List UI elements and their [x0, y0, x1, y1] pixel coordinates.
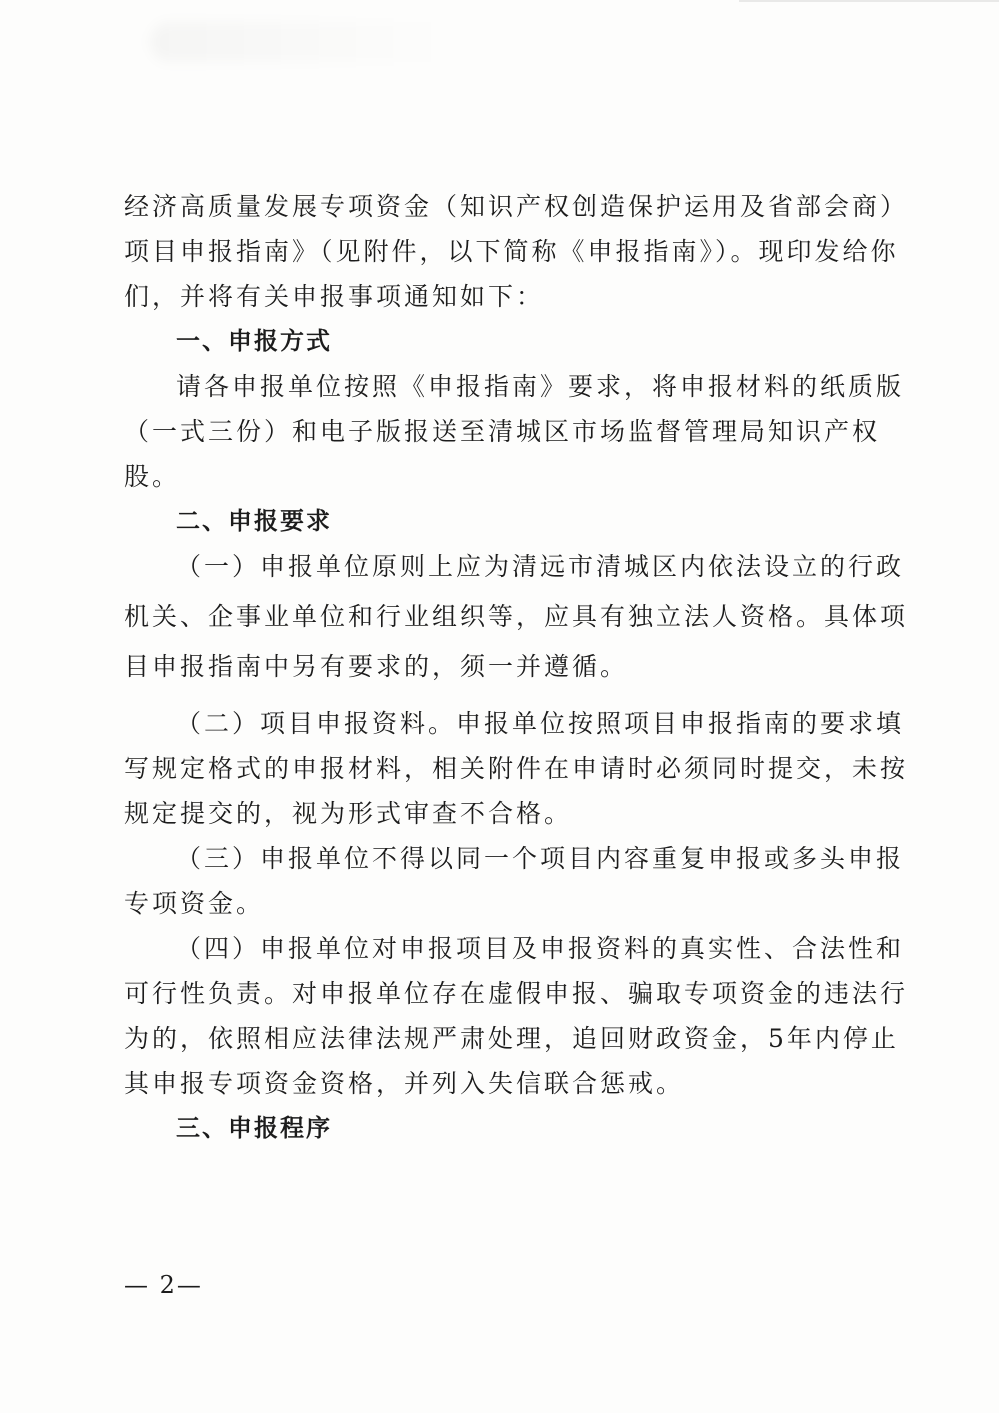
section-heading-1: 一、申报方式	[176, 327, 332, 355]
page-number: — 2—	[124, 1271, 203, 1299]
body-line: 项目申报指南》（见附件，以下简称《申报指南》）。现印发给你	[124, 237, 899, 266]
scan-edge-line	[739, 0, 999, 2]
body-line: 为的，依照相应法律法规严肃处理，追回财政资金，5年内停止	[124, 1024, 899, 1053]
body-line: 股。	[124, 462, 181, 491]
body-line: 机关、企事业单位和行业组织等，应具有独立法人资格。具体项	[124, 602, 909, 631]
document-body	[124, 184, 909, 1151]
body-line: 们，并将有关申报事项通知如下：	[124, 282, 545, 311]
body-line: （一）申报单位原则上应为清远市清城区内依法设立的行政	[176, 552, 905, 581]
body-line: 专项资金。	[124, 889, 265, 918]
section-heading-3: 三、申报程序	[176, 1114, 332, 1142]
body-line: 请各申报单位按照《申报指南》要求，将申报材料的纸质版	[176, 372, 905, 401]
body-line: 写规定格式的申报材料，相关附件在申请时必须同时提交，未按	[124, 754, 909, 783]
scan-smudge	[150, 22, 450, 62]
body-line: （二）项目申报资料。申报单位按照项目申报指南的要求填	[176, 709, 905, 738]
body-line: 目申报指南中另有要求的，须一并遵循。	[124, 652, 629, 681]
body-line: 规定提交的，视为形式审查不合格。	[124, 799, 573, 828]
body-line: 可行性负责。对申报单位存在虚假申报、骗取专项资金的违法行	[124, 979, 909, 1008]
body-line: 经济高质量发展专项资金（知识产权创造保护运用及省部会商）	[124, 192, 909, 221]
body-line: 其申报专项资金资格，并列入失信联合惩戒。	[124, 1069, 685, 1098]
body-line: （三）申报单位不得以同一个项目内容重复申报或多头申报	[176, 844, 905, 873]
section-heading-2: 二、申报要求	[176, 507, 332, 535]
body-line: （四）申报单位对申报项目及申报资料的真实性、合法性和	[176, 934, 905, 963]
body-line: （一式三份）和电子版报送至清城区市场监督管理局知识产权	[124, 417, 881, 446]
